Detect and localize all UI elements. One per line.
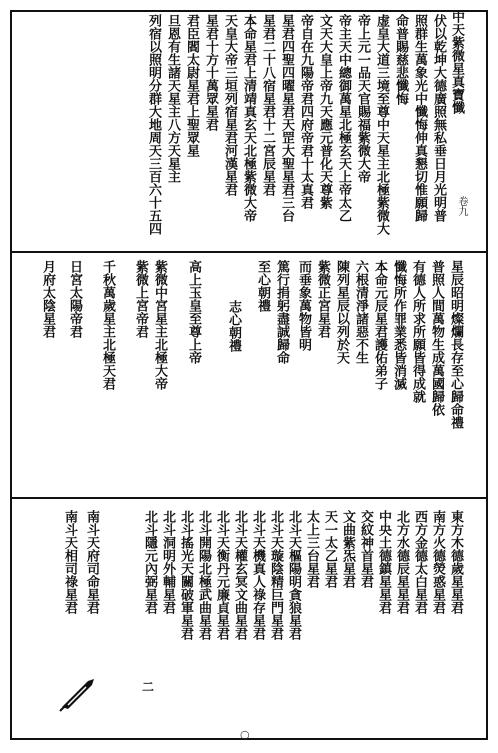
- section3-line: 北斗天樞陽明貪狼星君: [286, 510, 301, 640]
- section2-line: 有德人所求所願皆得成就: [410, 260, 425, 403]
- section2-line: 懺悔所作罪業悉皆消滅: [391, 260, 406, 390]
- section1-line: 帝主天中總御萬星北極玄天上帝太乙: [336, 14, 351, 222]
- folio-number: 二: [142, 680, 155, 694]
- section1-line: 帝自在九陽帝君四府帝君十太真君: [298, 14, 313, 209]
- section3-line: 南斗天相司祿星君: [62, 510, 77, 614]
- section2-line: 本命元辰星君護佑弟子: [372, 260, 387, 390]
- section2-line: 紫微中宮星主北極大帝: [152, 260, 167, 390]
- section1-line: 旦恩有生諸天星主八方天星主: [165, 14, 180, 183]
- section1-line: 照群生萬象光中懺悔伸真懇切惟願歸: [412, 14, 427, 222]
- section-divider-2: [12, 497, 486, 499]
- section3-line: 南方火德熒惑星君: [430, 510, 445, 614]
- section1-line: 星君四聖四曜星君天罡大聖星君三台: [279, 14, 294, 222]
- bottom-mark: ○: [240, 728, 250, 741]
- section3-line: 北斗隱元內弼星君: [142, 510, 157, 614]
- section1-line: 命普賜慈悲懺悔: [393, 14, 408, 105]
- section1-line: 君臣閻太尉星君上聖眾星: [184, 14, 199, 157]
- section2-line: 日宮太陽帝君: [67, 260, 82, 338]
- section1-line: 帝上元一品天官賜福紫微大帝: [355, 14, 370, 183]
- section2-line: 普照人間萬物生成萬國歸依: [429, 260, 444, 416]
- section2-line: 星辰昭明燦爛長存至心歸命禮: [448, 260, 463, 429]
- section3-line: 南斗天府司命星君: [84, 510, 99, 614]
- section2-line: 千秋萬歲星主北極天君: [100, 260, 115, 390]
- section3-line: 北方水德辰星星君: [394, 510, 409, 614]
- section3-line: 太上三台星君: [304, 510, 319, 588]
- section1-line: 虚皇大道三境至尊中天星主北極紫微大: [374, 14, 389, 235]
- section2-line: 六根清淨諸惡不生: [353, 260, 368, 364]
- section1-line: 星君十方十萬眾星君: [203, 14, 218, 131]
- section3-line: 西方金德太白星君: [412, 510, 427, 614]
- section3-line: 北斗天權玄冥文曲星君: [232, 510, 247, 640]
- section3-line: 東方木德歲星星君: [448, 510, 463, 614]
- section3-line: 北斗搖光天關破軍星君: [178, 510, 193, 640]
- section1-line: 文天大皇上帝九天應元普化天尊紫: [317, 14, 332, 209]
- section3-line: 中央土德鎮星星君: [376, 510, 391, 614]
- section2-line: 高上玉皇至尊上帝: [186, 260, 201, 364]
- section3-line: 北斗天璇陰精巨門星君: [268, 510, 283, 640]
- section2-line: 紫微正宮星君: [315, 260, 330, 338]
- section1-line: 星君二十八宿星君十二宮辰星君: [260, 14, 275, 196]
- section2-line: 而垂象萬物皆明: [296, 260, 311, 351]
- section1-title: 中天紫微星真寶懺: [449, 10, 464, 114]
- section3-line: 北斗開陽北極武曲星君: [196, 510, 211, 640]
- section-divider-1: [12, 251, 486, 253]
- section3-line: 交紋神首星君: [358, 510, 373, 588]
- section2-line: 至心朝禮: [255, 260, 270, 312]
- brush-seal-icon: [58, 675, 98, 713]
- section2-line: 紫微上宮帝君: [133, 260, 148, 338]
- section3-line: 北斗洞明外輔星君: [160, 510, 175, 614]
- section3-line: 天一太乙星君: [322, 510, 337, 588]
- section1-line: 天皇大帝三垣列宿星君河漢星君: [222, 14, 237, 196]
- section2-line: 陳列星辰以列於天: [334, 260, 349, 364]
- section2-line: 月府太陰星君: [40, 260, 55, 338]
- section2-line: 篤行捐躬盡誠歸命: [274, 260, 289, 364]
- volume-mark: 卷九: [456, 196, 467, 216]
- section3-line: 北斗天衡丹元廉貞星君: [214, 510, 229, 640]
- section1-line: 列宿以照明分群大地周天三百六十五四: [146, 14, 161, 235]
- section1-line: 伏以乾坤大德廣照無私垂日月光明普: [431, 14, 446, 222]
- section2-line: 志心朝禮: [226, 300, 241, 352]
- section1-line: 本命星君上清靖真玄天北極紫微大帝: [241, 14, 256, 222]
- section3-line: 北斗天機真人祿存星君: [250, 510, 265, 640]
- section3-line: 文曲紫炁星君: [340, 510, 355, 588]
